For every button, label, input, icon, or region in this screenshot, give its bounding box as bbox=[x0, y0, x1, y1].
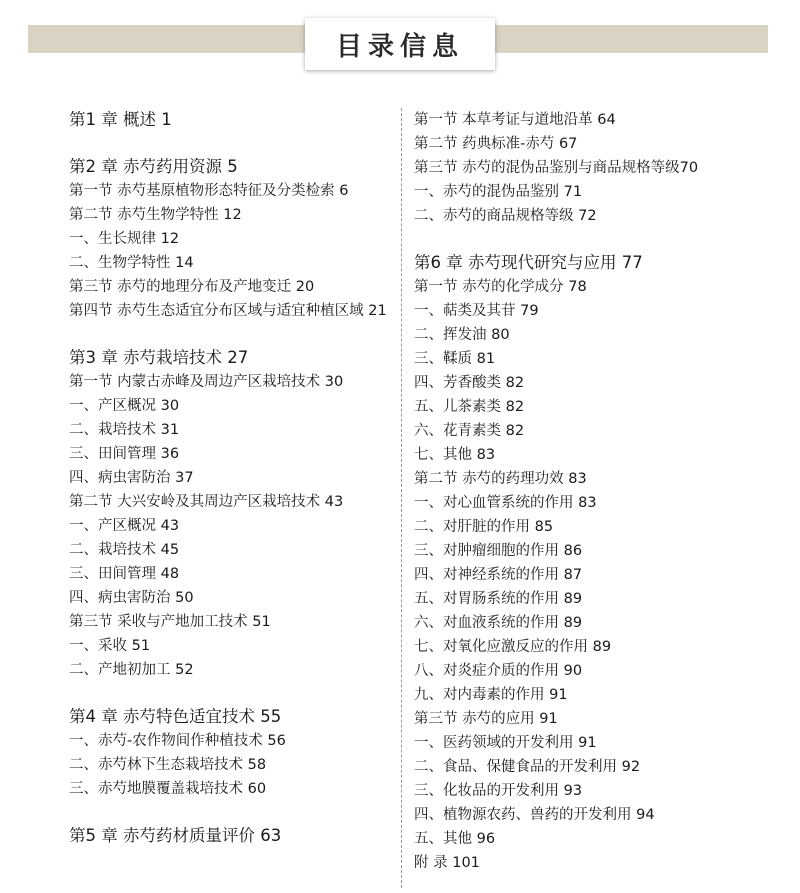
toc-chapter-heading: 第4 章 赤芍特色适宜技术 55 bbox=[69, 707, 282, 726]
toc-left-column bbox=[69, 108, 387, 848]
toc-entry: 四、对神经系统的作用 87 bbox=[414, 567, 583, 583]
toc-entry: 四、病虫害防治 50 bbox=[69, 590, 194, 606]
toc-entry: 三、化妆品的开发利用 93 bbox=[414, 783, 583, 799]
header-title-box bbox=[305, 18, 495, 70]
toc-entry: 一、生长规律 12 bbox=[69, 231, 180, 247]
toc-entry: 二、栽培技术 31 bbox=[69, 422, 180, 438]
toc-entry: 第一节 赤芍的化学成分 78 bbox=[414, 279, 587, 295]
toc-entry: 三、田间管理 36 bbox=[69, 446, 180, 462]
toc-entry: 第二节 大兴安岭及其周边产区栽培技术 43 bbox=[69, 494, 344, 510]
toc-chapter-heading: 第6 章 赤芍现代研究与应用 77 bbox=[414, 253, 643, 272]
toc-entry: 第一节 本草考证与道地沿革 64 bbox=[414, 112, 616, 128]
toc-entry: 一、采收 51 bbox=[69, 638, 151, 654]
toc-entry: 五、其他 96 bbox=[414, 831, 496, 847]
toc-entry: 第二节 赤芍生物学特性 12 bbox=[69, 207, 242, 223]
toc-entry: 一、赤芍的混伪品鉴别 71 bbox=[414, 184, 583, 200]
toc-entry: 二、赤芍林下生态栽培技术 58 bbox=[69, 757, 267, 773]
toc-entry: 四、植物源农药、兽药的开发利用 94 bbox=[414, 807, 655, 823]
toc-entry: 第三节 采收与产地加工技术 51 bbox=[69, 614, 271, 630]
toc-entry: 五、儿茶素类 82 bbox=[414, 399, 525, 415]
toc-entry: 八、对炎症介质的作用 90 bbox=[414, 663, 583, 679]
toc-chapter-heading: 第2 章 赤芍药用资源 5 bbox=[69, 157, 238, 176]
toc-entry: 四、病虫害防治 37 bbox=[69, 470, 194, 486]
toc-entry: 四、芳香酸类 82 bbox=[414, 375, 525, 391]
toc-entry: 二、生物学特性 14 bbox=[69, 255, 194, 271]
toc-entry: 七、对氧化应激反应的作用 89 bbox=[414, 639, 612, 655]
column-divider bbox=[401, 108, 402, 888]
toc-entry: 二、食品、保健食品的开发利用 92 bbox=[414, 759, 641, 775]
toc-entry: 第一节 赤芍基原植物形态特征及分类检索 6 bbox=[69, 183, 349, 199]
toc-entry: 三、赤芍地膜覆盖栽培技术 60 bbox=[69, 781, 267, 797]
toc-entry: 一、对心血管系统的作用 83 bbox=[414, 495, 597, 511]
toc-entry: 第三节 赤芍的混伪品鉴别与商品规格等级70 bbox=[414, 160, 699, 176]
toc-entry: 三、鞣质 81 bbox=[414, 351, 496, 367]
toc-entry: 六、对血液系统的作用 89 bbox=[414, 615, 583, 631]
toc-entry: 二、对肝脏的作用 85 bbox=[414, 519, 554, 535]
toc-entry: 五、对胃肠系统的作用 89 bbox=[414, 591, 583, 607]
toc-entry: 二、挥发油 80 bbox=[414, 327, 510, 343]
toc-entry: 六、花青素类 82 bbox=[414, 423, 525, 439]
toc-entry: 第四节 赤芍生态适宜分布区域与适宜种植区域 21 bbox=[69, 303, 387, 319]
toc-right-column bbox=[414, 108, 784, 875]
toc-entry: 二、栽培技术 45 bbox=[69, 542, 180, 558]
toc-entry: 第一节 内蒙古赤峰及周边产区栽培技术 30 bbox=[69, 374, 344, 390]
toc-entry: 三、田间管理 48 bbox=[69, 566, 180, 582]
toc-entry: 第三节 赤芍的应用 91 bbox=[414, 711, 558, 727]
toc-entry: 一、萜类及其苷 79 bbox=[414, 303, 539, 319]
toc-chapter-heading: 第1 章 概述 1 bbox=[69, 110, 172, 129]
toc-entry: 第二节 赤芍的药理功效 83 bbox=[414, 471, 587, 487]
toc-entry: 三、对肿瘤细胞的作用 86 bbox=[414, 543, 583, 559]
toc-entry: 第三节 赤芍的地理分布及产地变迁 20 bbox=[69, 279, 315, 295]
toc-chapter-heading: 第3 章 赤芍栽培技术 27 bbox=[69, 348, 249, 367]
toc-entry: 一、赤芍-农作物间作种植技术 56 bbox=[69, 733, 286, 749]
toc-entry: 一、产区概况 30 bbox=[69, 398, 180, 414]
toc-entry: 七、其他 83 bbox=[414, 447, 496, 463]
toc-entry: 一、医药领域的开发利用 91 bbox=[414, 735, 597, 751]
toc-chapter-heading: 第5 章 赤芍药材质量评价 63 bbox=[69, 826, 282, 845]
page-title: 目录信息 bbox=[335, 31, 464, 62]
toc-entry: 二、产地初加工 52 bbox=[69, 662, 194, 678]
toc-entry: 九、对内毒素的作用 91 bbox=[414, 687, 568, 703]
toc-entry: 附 录 101 bbox=[414, 855, 480, 871]
toc-entry: 一、产区概况 43 bbox=[69, 518, 180, 534]
toc-entry: 第二节 药典标准-赤芍 67 bbox=[414, 136, 578, 152]
toc-entry: 二、赤芍的商品规格等级 72 bbox=[414, 208, 597, 224]
